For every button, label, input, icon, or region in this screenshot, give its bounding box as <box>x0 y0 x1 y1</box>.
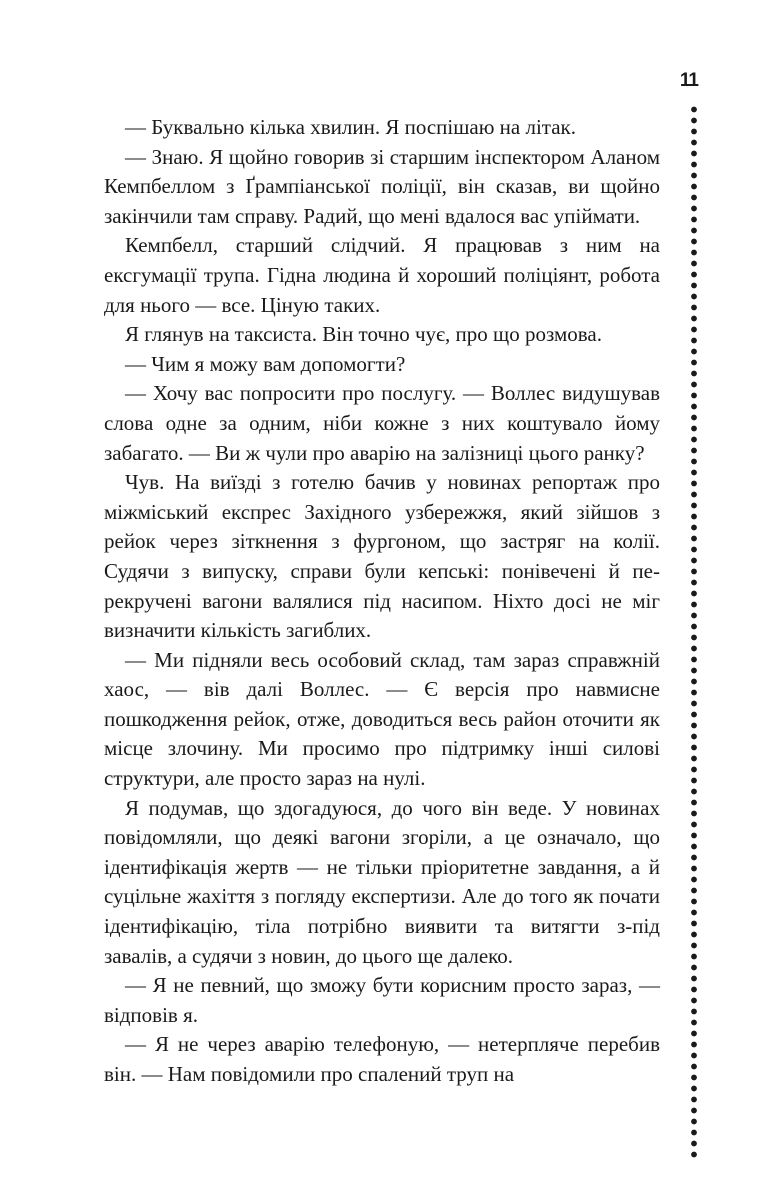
paragraph: Кемпбелл, старший слідчий. Я працював з ним на ексгумації трупа. Гідна людина й хороший поліціянт, робота для нього — все. Ціную таких. <box>104 233 660 317</box>
paragraph: — Чим я можу вам допомогти? <box>125 351 406 376</box>
body-text <box>104 113 660 1090</box>
page-number: 11 <box>679 70 698 91</box>
paragraph: — Буквально кілька хвилин. Я поспішаю на літак. <box>125 115 577 139</box>
paragraph: — Я не певний, що зможу бути корисним просто зараз, — відповів я. <box>104 973 660 1027</box>
paragraph: Я подумав, що здогадуюся, до чого він веде. У новинах повідомляли, що деякі вагони згоріли, а це означало, що ідентифікація жертв — не тільки пріоритетне завдання, а й суцільне жахіття з погляду експертизи. Але до того як почати ідентифікацію, тіла потрібно виявити та витягти з-під завалів, а судячи з новин, до цього ще далеко. <box>104 795 660 968</box>
paragraph: — Хочу вас попросити про послугу. — Воллес видушував слова одне за одним, ніби кожне з них коштувало йому забагато. — Ви ж чули про аварію на залізниці цього ранку? <box>104 381 660 465</box>
paragraph: — Я не через аварію телефоную, — нетерпляче перебив він. — Нам повідомили про спалений труп на <box>104 1032 660 1086</box>
paragraph: — Знаю. Я щойно говорив зі старшим інспектором Аланом Кемпбеллом з Ґрампіанської поліції, він сказав, ви щойно закінчили там справу. Радий, що мені вдалося вас упіймати. <box>104 144 660 228</box>
paragraph: Чув. На виїзді з готелю бачив у новинах репортаж про міжміський експрес Західного узбережжя, який зійшов з рейок через зіткнення з фургоном, що застряг на колії. Судячи з випуску, справи були кепські: понівечені й перекручені вагони валялися під насипом. Ніхто досі не міг визначити кількість загиблих. <box>104 470 660 643</box>
dotted-margin-rule <box>690 104 698 1162</box>
paragraph: — Ми підняли весь особовий склад, там зараз справжній хаос, — вів далі Воллес. — Є версія про навмисне пошкодження рейок, отже, доводиться весь район оточити як місце злочину. Ми просимо про підтримку інші силові структури, але просто зараз на нулі. <box>104 647 660 791</box>
paragraph: Я глянув на таксиста. Він точно чує, про що розмова. <box>125 322 602 347</box>
